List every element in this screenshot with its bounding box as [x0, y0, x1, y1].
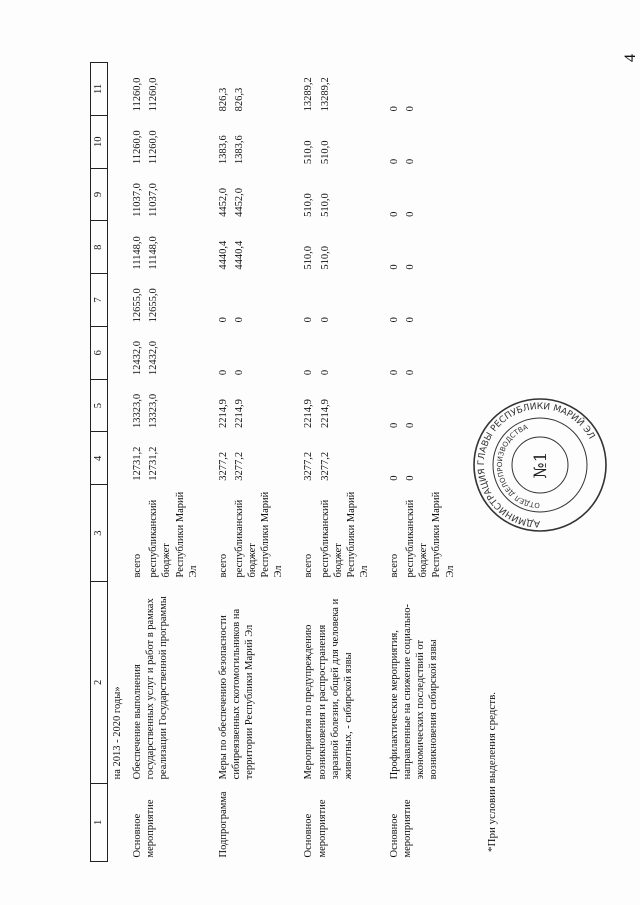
value-cell: 2214,9	[217, 399, 229, 428]
value-cell: 4452,0	[233, 188, 245, 217]
value-cell: 0	[405, 264, 417, 270]
source-label: всего	[389, 553, 400, 578]
column-header-row	[91, 63, 108, 862]
col-header-1: 1	[91, 783, 108, 861]
value-cell: 13323,0	[132, 393, 144, 428]
row-title: Меры по обеспечению безопасности сибиреязвенных скотомогильников на территории Республики Марий Эл	[217, 608, 255, 780]
value-cell: 0	[233, 369, 245, 376]
value-cell: 0	[405, 369, 417, 376]
source-label: республиканский бюджет Республики Марий Эл	[148, 491, 199, 578]
value-cell: 0	[389, 106, 400, 112]
value-cell: 11148,0	[148, 236, 160, 270]
stamp-ring-text: АДМИНИСТРАЦИЯ ГЛАВЫ РЕСПУБЛИКИ МАРИЙ ЭЛ	[476, 401, 597, 529]
value-cell: 12432,0	[132, 341, 144, 376]
value-cell: 11148,0	[132, 236, 144, 270]
col-header-7: 7	[91, 274, 108, 327]
source-label: республиканский бюджет Республики Марий Эл	[405, 491, 456, 578]
value-cell: 0	[319, 317, 331, 323]
value-cell: 11037,0	[148, 183, 160, 217]
value-cell: 11037,0	[132, 183, 144, 217]
stamp-number: №1	[531, 451, 551, 479]
row-type: Основное мероприятие	[303, 799, 328, 858]
source-label: республиканский бюджет Республики Марий Эл	[319, 491, 370, 578]
value-cell: 13289,2	[303, 77, 315, 112]
value-cell: 13323,0	[148, 393, 160, 428]
table-row	[384, 63, 402, 862]
value-cell: 510,0	[319, 245, 331, 270]
value-cell: 0	[389, 264, 400, 270]
source-label: всего	[217, 553, 229, 578]
row-type: Основное мероприятие	[132, 799, 157, 858]
value-cell: 3277,2	[217, 451, 229, 481]
value-cell: 0	[405, 422, 417, 428]
table-row	[298, 63, 316, 862]
row-title: Обеспечение выполнения государственных услуг и работ в рамках реализации Государственной программы	[132, 596, 170, 780]
value-cell: 0	[405, 106, 417, 112]
value-cell: 0	[217, 317, 229, 323]
row-type: Подпрограмма	[217, 791, 229, 858]
value-cell: 826,3	[217, 87, 229, 112]
footnote: *При условии выделения средств.	[486, 691, 498, 852]
col-header-6: 6	[91, 326, 108, 379]
value-cell: 0	[389, 369, 400, 376]
value-cell: 11260,0	[132, 130, 144, 165]
value-cell: 11260,0	[148, 77, 160, 112]
col-header-10: 10	[91, 115, 108, 168]
value-cell: 1383,6	[217, 135, 229, 165]
value-cell: 11260,0	[132, 77, 144, 112]
table-row	[213, 63, 231, 862]
value-cell: 3277,2	[303, 451, 315, 481]
value-cell: 510,0	[319, 140, 331, 165]
col-header-3: 3	[91, 485, 108, 582]
value-cell: 510,0	[319, 193, 331, 217]
value-cell: 0	[389, 422, 400, 428]
col-header-4: 4	[91, 432, 108, 485]
col-header-8: 8	[91, 221, 108, 274]
value-cell: 510,0	[303, 245, 315, 270]
source-label: республиканский бюджет Республики Марий Эл	[233, 491, 285, 578]
value-cell: 510,0	[303, 140, 315, 165]
row-title: Мероприятия по предупреждению возникновения и распространения заразной болезни, общей для человека и животных, - сибирской язвы	[303, 598, 354, 780]
value-cell: 0	[303, 369, 315, 376]
value-cell: 12655,0	[132, 288, 144, 323]
value-cell: 12731,2	[148, 446, 160, 481]
value-cell: 0	[389, 475, 400, 481]
value-cell: 4440,4	[233, 240, 245, 270]
value-cell: 12432,0	[148, 341, 160, 376]
value-cell: 12731,2	[132, 446, 144, 481]
value-cell: 3277,2	[233, 451, 245, 481]
value-cell: 0	[405, 317, 417, 323]
source-label: всего	[303, 553, 315, 578]
col-header-5: 5	[91, 379, 108, 432]
value-cell: 4452,0	[217, 188, 229, 217]
stamp-inner-text: ОТДЕЛ ДЕЛОПРОИЗВОДСТВА	[495, 423, 541, 510]
page-number: 4	[622, 54, 639, 62]
value-cell: 0	[389, 317, 400, 323]
value-cell: 0	[233, 317, 245, 323]
value-cell: 2214,9	[303, 399, 315, 428]
value-cell: 4440,4	[217, 240, 229, 270]
period-text: на 2013 - 2020 годы»	[112, 686, 123, 780]
col-header-9: 9	[91, 168, 108, 221]
value-cell: 2214,9	[233, 399, 245, 428]
value-cell: 12655,0	[148, 288, 160, 323]
value-cell: 0	[389, 211, 400, 217]
value-cell: 0	[303, 317, 315, 323]
row-title: Профилактические мероприятия, направленные на снижение социально-экономических последствий от возникновения сибирской язвы	[389, 603, 440, 780]
value-cell: 0	[405, 158, 417, 165]
value-cell: 2214,9	[319, 399, 331, 428]
value-cell: 3277,2	[319, 451, 331, 481]
value-cell: 0	[405, 211, 417, 217]
value-cell: 11260,0	[148, 130, 160, 165]
value-cell: 0	[405, 475, 417, 481]
value-cell: 0	[319, 369, 331, 376]
budget-table	[90, 62, 458, 862]
value-cell: 510,0	[303, 193, 315, 217]
row-type: Основное мероприятие	[389, 799, 414, 858]
value-cell: 0	[389, 158, 400, 165]
value-cell: 0	[217, 369, 229, 376]
table-row	[127, 63, 145, 862]
period-row	[108, 63, 128, 862]
official-stamp	[470, 395, 610, 535]
source-label: всего	[132, 553, 144, 578]
col-header-11: 11	[91, 63, 108, 116]
col-header-2: 2	[91, 581, 108, 783]
value-cell: 1383,6	[233, 135, 245, 165]
value-cell: 826,3	[233, 87, 245, 112]
value-cell: 13289,2	[319, 77, 331, 112]
